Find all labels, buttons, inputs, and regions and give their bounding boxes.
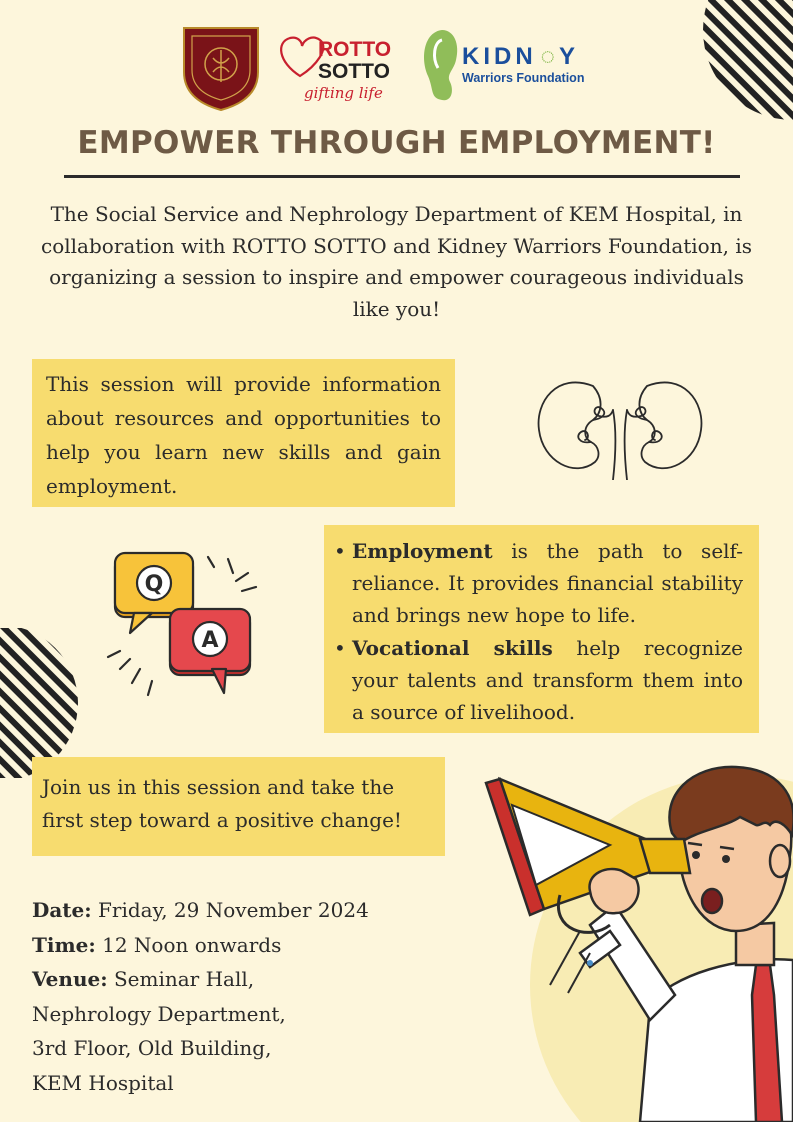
- page-title: EMPOWER THROUGH EMPLOYMENT!: [77, 125, 716, 161]
- qa-chat-icon: [100, 545, 265, 703]
- list-item: • Vocational skills help recognize your talents and transform them into a source of livelihood.: [332, 632, 743, 728]
- svg-text:Q: Q: [144, 572, 164, 597]
- svg-text:KIDN◌Y: KIDN ◌Y: [462, 43, 579, 70]
- svg-text:A: A: [201, 628, 219, 653]
- kidneys-illustration: [535, 372, 705, 480]
- svg-text:Warriors Foundation: Warriors Foundation: [462, 71, 585, 85]
- time-row: Time: 12 Noon onwards: [32, 932, 282, 957]
- benefits-list: [332, 535, 743, 728]
- svg-text:gifting life: gifting life: [304, 84, 383, 102]
- logo-bar: [0, 0, 793, 115]
- decorative-stripes-left: [0, 628, 80, 778]
- man-with-megaphone-illustration: [440, 755, 793, 1122]
- list-item: • Employment is the path to self-reliance. It provides financial stability and brings new hope to life.: [332, 535, 743, 631]
- venue-row: Venue: Seminar Hall,: [32, 967, 255, 991]
- venue-line: KEM Hospital: [32, 1070, 174, 1095]
- session-info-text: This session will provide information about resources and opportunities to help you learn new skills and gain employment.: [46, 372, 441, 498]
- kem-hospital-seal-logo: [178, 22, 264, 112]
- event-details: [32, 893, 452, 1100]
- kidney-warriors-foundation-logo: [420, 24, 590, 106]
- benefits-box: [324, 525, 759, 733]
- intro-paragraph: The Social Service and Nephrology Department of KEM Hospital, in collaboration with ROTTO SOTTO and Kidney Warriors Foundation, is organizing a session to inspire and empower courageous individuals like you!: [41, 202, 752, 321]
- rotto-sotto-logo: [272, 28, 412, 108]
- svg-text:ROTTO: ROTTO: [318, 38, 392, 61]
- svg-text:SOTTO: SOTTO: [318, 60, 390, 83]
- venue-line: 3rd Floor, Old Building,: [32, 1036, 272, 1060]
- join-us-box: [32, 757, 445, 856]
- title-divider: [64, 175, 740, 178]
- join-us-text: Join us in this session and take the first step toward a positive change!: [42, 775, 402, 832]
- session-info-box: [32, 359, 455, 507]
- date-row: Date: Friday, 29 November 2024: [32, 898, 369, 922]
- venue-line: Nephrology Department,: [32, 1001, 286, 1026]
